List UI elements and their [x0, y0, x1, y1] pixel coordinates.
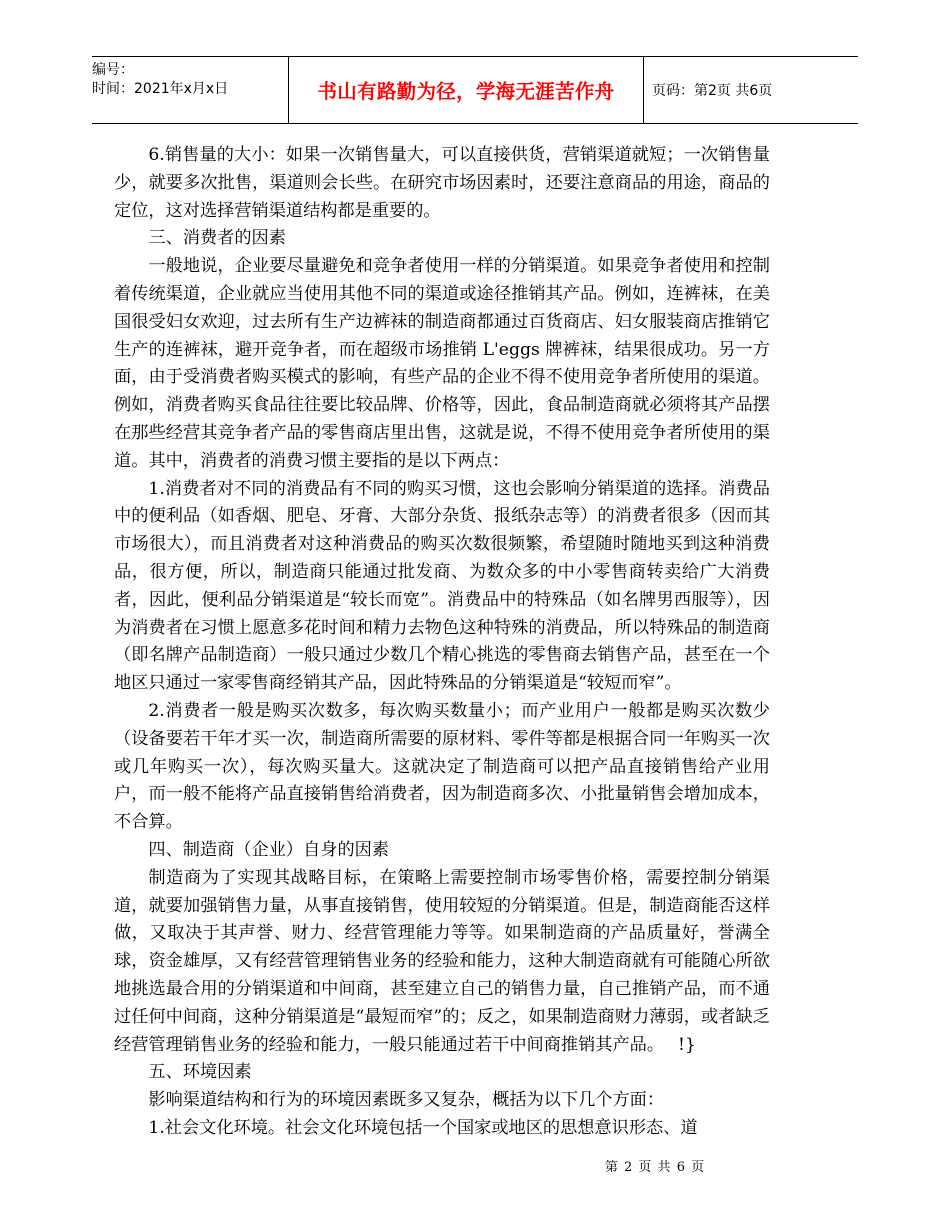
header-table [92, 56, 858, 124]
paragraph: 1.消费者对不同的消费品有不同的购买习惯，这也会影响分销渠道的选择。消费品中的便利品（如香烟、肥皂、牙膏、大部分杂货、报纸杂志等）的消费者很多（因而其市场很大），而且消费者对这种消费品的购买次数很频繁，希望随时随地买到这种消费品，很方便，所以，制造商只能通过批发商、为数众多的中小零售商转卖给广大消费者，因此，便利品分销渠道是“较长而宽”。消费品中的特殊品（如名牌男西服等），因为消费者在习惯上愿意多花时间和精力去物色这种特殊的消费品，所以特殊品的制造商（即名牌产品制造商）一般只通过少数几个精心挑选的零售商去销售产品，甚至在一个地区只通过一家零售商经销其产品，因此特殊品的分销渠道是“较短而窄”。 [114, 478, 770, 694]
section-heading: 四、制造商（企业）自身的因素 [148, 839, 390, 860]
paragraph: 6.销售量的大小：如果一次销售量大，可以直接供货，营销渠道就短；一次销售量少，就要多次批售，渠道则会长些。在研究市场因素时，还要注意商品的用途，商品的定位，这对选择营销渠道结构都是重要的。 [114, 145, 770, 221]
header-page-info: 页码：第2页 共6页 [652, 83, 773, 99]
footer-page-number: 第 2 页 共 6 页 [604, 1160, 706, 1175]
paragraph: 制造商为了实现其战略目标，在策略上需要控制市场零售价格，需要控制分销渠道，就要加强销售力量，从事直接销售，使用较短的分销渠道。但是，制造商能否这样做，又取决于其声誉、财力、经营管理能力等等。如果制造商的产品质量好，誉满全球，资金雄厚，又有经营管理销售业务的经验和能力，这种大制造商就有可能随心所欲地挑选最合用的分销渠道和中间商，甚至建立自己的销售力量，自己推销产品，而不通过任何中间商，这种分销渠道是“最短而窄”的；反之，如果制造商财力薄弱，或者缺乏经营管理销售业务的经验和能力，一般只能通过若干中间商推销其产品。 !} [114, 867, 770, 1055]
paragraph: 一般地说，企业要尽量避免和竞争者使用一样的分销渠道。如果竞争者使用和控制着传统渠道，企业就应当使用其他不同的渠道或途径推销其产品。例如，连裤袜，在美国很受妇女欢迎，过去所有生产边裤袜的制造商都通过百货商店、妇女服装商店推销它生产的连裤袜，避开竞争者，而在超级市场推销 L'eggs 牌裤袜，结果很成功。另一方面，由于受消费者购买模式的影响，有些产品的企业不得不使用竞争者所使用的渠道。例如，消费者购买食品往往要比较品牌、价格等，因此，食品制造商就必须将其产品摆在那些经营其竞争者产品的零售商店里出售，这就是说，不得不使用竞争者所使用的渠道。其中，消费者的消费习惯主要指的是以下两点： [114, 256, 770, 471]
section-heading: 三、消费者的因素 [148, 228, 286, 249]
page-footer [0, 1156, 950, 1175]
paragraph: 1.社会文化环境。社会文化环境包括一个国家或地区的思想意识形态、道 [148, 1117, 698, 1138]
body-text [114, 142, 770, 1143]
time-label: 时间：2021年x月x日 [92, 81, 229, 97]
section-heading: 五、环境因素 [148, 1062, 252, 1083]
paragraph: 影响渠道结构和行为的环境因素既多又复杂，概括为以下几个方面： [148, 1090, 665, 1111]
header-motto: 书山有路勤为径，学海无涯苦作舟 [288, 57, 644, 123]
paragraph: 2.消费者一般是购买次数多，每次购买数量小；而产业用户一般都是购买次数少（设备要若干年才买一次，制造商所需要的原材料、零件等都是根据合同一年购买一次或几年购买一次），每次购买量大。这就决定了制造商可以把产品直接销售给产业用户，而一般不能将产品直接销售给消费者，因为制造商多次、小批量销售会增加成本，不合算。 [114, 700, 770, 833]
header-left-cell [92, 57, 288, 123]
number-label: 编号： [92, 62, 134, 78]
